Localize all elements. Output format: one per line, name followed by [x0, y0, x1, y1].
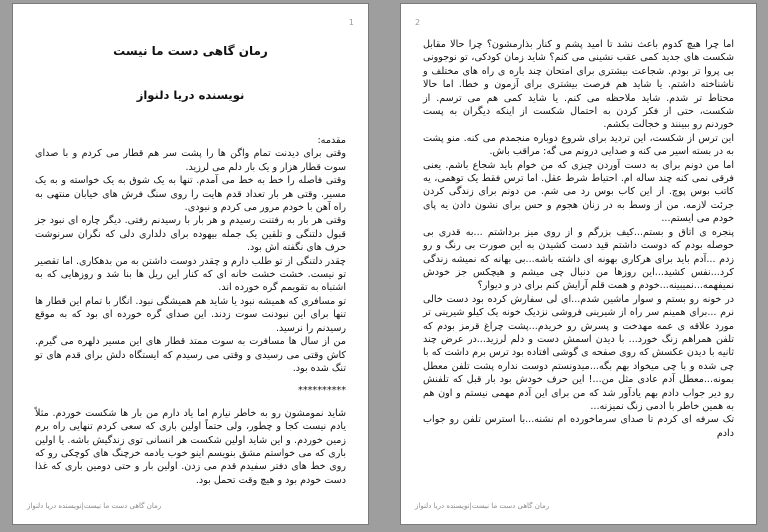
paragraph: اما چرا هیچ کدوم باعث نشد تا امید پشم و کنار بذارمشون؟ چرا حالا مقابل شکست های جدید کمی عقب نشینی می کنم؟ شاید زمان کودکی، تو نوجوونی بی پروا تر بودم. شجاعت بیشتری برای امتحان چند باره ی راه های مختلف و ناشناخته داشتم. یا شاید هم فرصت بیشتری برای آزمون و خطا. اما حالا محتاط تر شدم. شاید ملاحظه می کنم. یا شاید کمی هم می ترسم. از شکست، حتی از فکر کردن به احتمال شکست از اینکه دیگران به پست خوردنم رو ببینند و خجالت بکشم. — [423, 39, 734, 131]
paragraph: تک سرفه ای کردم تا صدای سرماخورده ام نشنه...با استرس تلفن رو جواب دادم — [423, 414, 734, 439]
paragraph: شاید نمومشون رو به خاطر نیارم اما یاد دارم من بار ها شکست خوردم. مثلاً یادم نیست کجا و چطور، ولی حتماً اولین باری که سعی کردم تنهایی راه برم زمین خوردم. و این شاید اولین شکست هر انسانی توی زندگیش باشه. یا اولین باری که می خواستم مشق بنویسم اینو خوب یادمه خرچنگ های کوچکی رو که روی خط های دفتر سفیدم قدم می زدن. اولین بار و حتی دومین باری که غذا دست خودم بود و هیچ وقت تحمل بود. — [35, 407, 346, 486]
paragraph: اما من دونم برای به دست آوردن چیزی که من خوام باید شجاع باشم. یعنی فرقی نمی کنه چند ساله ام. احتیاط شرط عقل. اما ترس فقط یک توهمی، یه کاتب بوس پوچ. از این کاب بوس رد می شم. من دونم برای زندگی کردن جرئت لازمه. من از وسط به در زنان هجوم و حس برای نشون دادن یه پای خودم می ایستم... — [423, 159, 734, 225]
page-number: 1 — [348, 18, 354, 27]
document-page-1 — [12, 3, 369, 525]
page-1-body — [35, 134, 346, 487]
paragraph: پنجره ی اتاق و بستم...کیف بزرگم و از روی میز برداشتم ...به قدری بی حوصله بودم که دوست داشتم قید دست کشیدن به این صورت بی رنگ و رو زدم ...آدم باید برای هرکاری بهونه ای داشته باشه...بی بهانه که نمیشه زندگی کرد...نفس کشید...این روزها من دنبال چی میشم و هیچکس جز خودش نمیفهمه...نمیبینه...خودم و همت قلم آرایش کنم برای در و دیوار؟ — [423, 226, 734, 292]
paragraph: وقتی فاصله را خط به خط می آمدم. تنها به یک شوق به یک خواسته و به یک مسیر. وقتی هر بار تعداد قدم هایت را روی سنگ فرش های خیابان منتهی به راه آهن با خودم مرور می کردم و نبودی. — [35, 175, 346, 214]
book-title: رمان گاهی دست ما نیست — [113, 44, 268, 58]
paragraph: وقتی هر بار به رفتنت رسیدم و هر بار با رسیدنم رفتی. دیگر چاره ای نبود جز قبول دلتنگی و تلقین یک جمله بیهوده برای دلداری دلی که نگران سرنوشت حرف های نگفته اش بود. — [35, 215, 346, 254]
section-heading: مقدمه: — [317, 135, 346, 146]
page-footer: رمان گاهی دست ما نیست|نویسنده دریا دلنواز — [415, 502, 550, 510]
paragraph: من از سال ها مسافرت به سوت ممتد قطار های این مسیر دلهره می گیرم. کاش وقتی می رسیدی و وقتی می رسیدم که ایستگاه دلش برای قدم های تو تنگ شده بود. — [35, 336, 346, 374]
page-2-body — [423, 38, 734, 440]
separator: ********** — [298, 385, 346, 397]
paragraph: این ترس از شکست، این تردید برای شروع دوباره منجمدم می کنه. منو پشت به در بسته اسیر می کنه و صدایی درونم می گه: مراقب باش. — [423, 132, 734, 158]
page-footer: رمان گاهی دست ما نیست|نویسنده دریا دلنواز — [27, 502, 162, 510]
page-number: 2 — [415, 18, 421, 27]
paragraph: در خونه رو بستم و سوار ماشین شدم...ای لی سفارش کرده بود دست خالی نرم ...برای همینم سر راه از شیرینی فروشی نزدیک خونه یک کیلو شیرینی تر مورد علاقه ی عمه مهدخت و پسرش رو خریدم...پشت چراغ قرمز بودم که تلفن همراهم زنگ خورد... با دیدن اسمش دست و دلم لرزید...در عرض چند ثانیه با دیدن عکسش که روی صفحه ی گوشی افتاده بود ترس برم داشت که با چی شده و با چی میخواد بهم بگه...میدونستم دوست نداره پشت تلفن معطل بمونه...معطل آدم عادی مثل من...! این حرف خودش بود بار قبل که تلفنش رو دیر جواب دادم بهم یادآور شد که من برای این آدم مهمی نیستم و اون هم به همین خاطر با ادمی زنگ نمیزنه... — [423, 293, 734, 412]
book-author: نویسنده دریا دلنواز — [136, 88, 245, 102]
paragraph: وقتی برای دیدنت تمام واگن ها را پشت سر هم قطار می کردم و با صدای سوت قطار هزار و یک بار دلم می لرزید. — [35, 148, 346, 173]
paragraph: تو مسافری که همیشه نبود یا شاید هم همیشگی نبود. انگار با تمام این قطار ها تنها برای این نبودنت سوت زدند. این صدای گره خورده ای بود که به موقع رسیدنم را نرسید. — [35, 295, 346, 334]
paragraph: چقدر دلتنگی از تو طلب دارم و چقدر دوست داشتن به من بدهکاری. اما تقصیر تو نیست. خشت خشت خانه ای که کنار این ریل ها بنا شد و روزهایی که به اشتباه به تقویمم گره خورده اند. — [35, 255, 346, 294]
document-page-2 — [400, 3, 757, 525]
